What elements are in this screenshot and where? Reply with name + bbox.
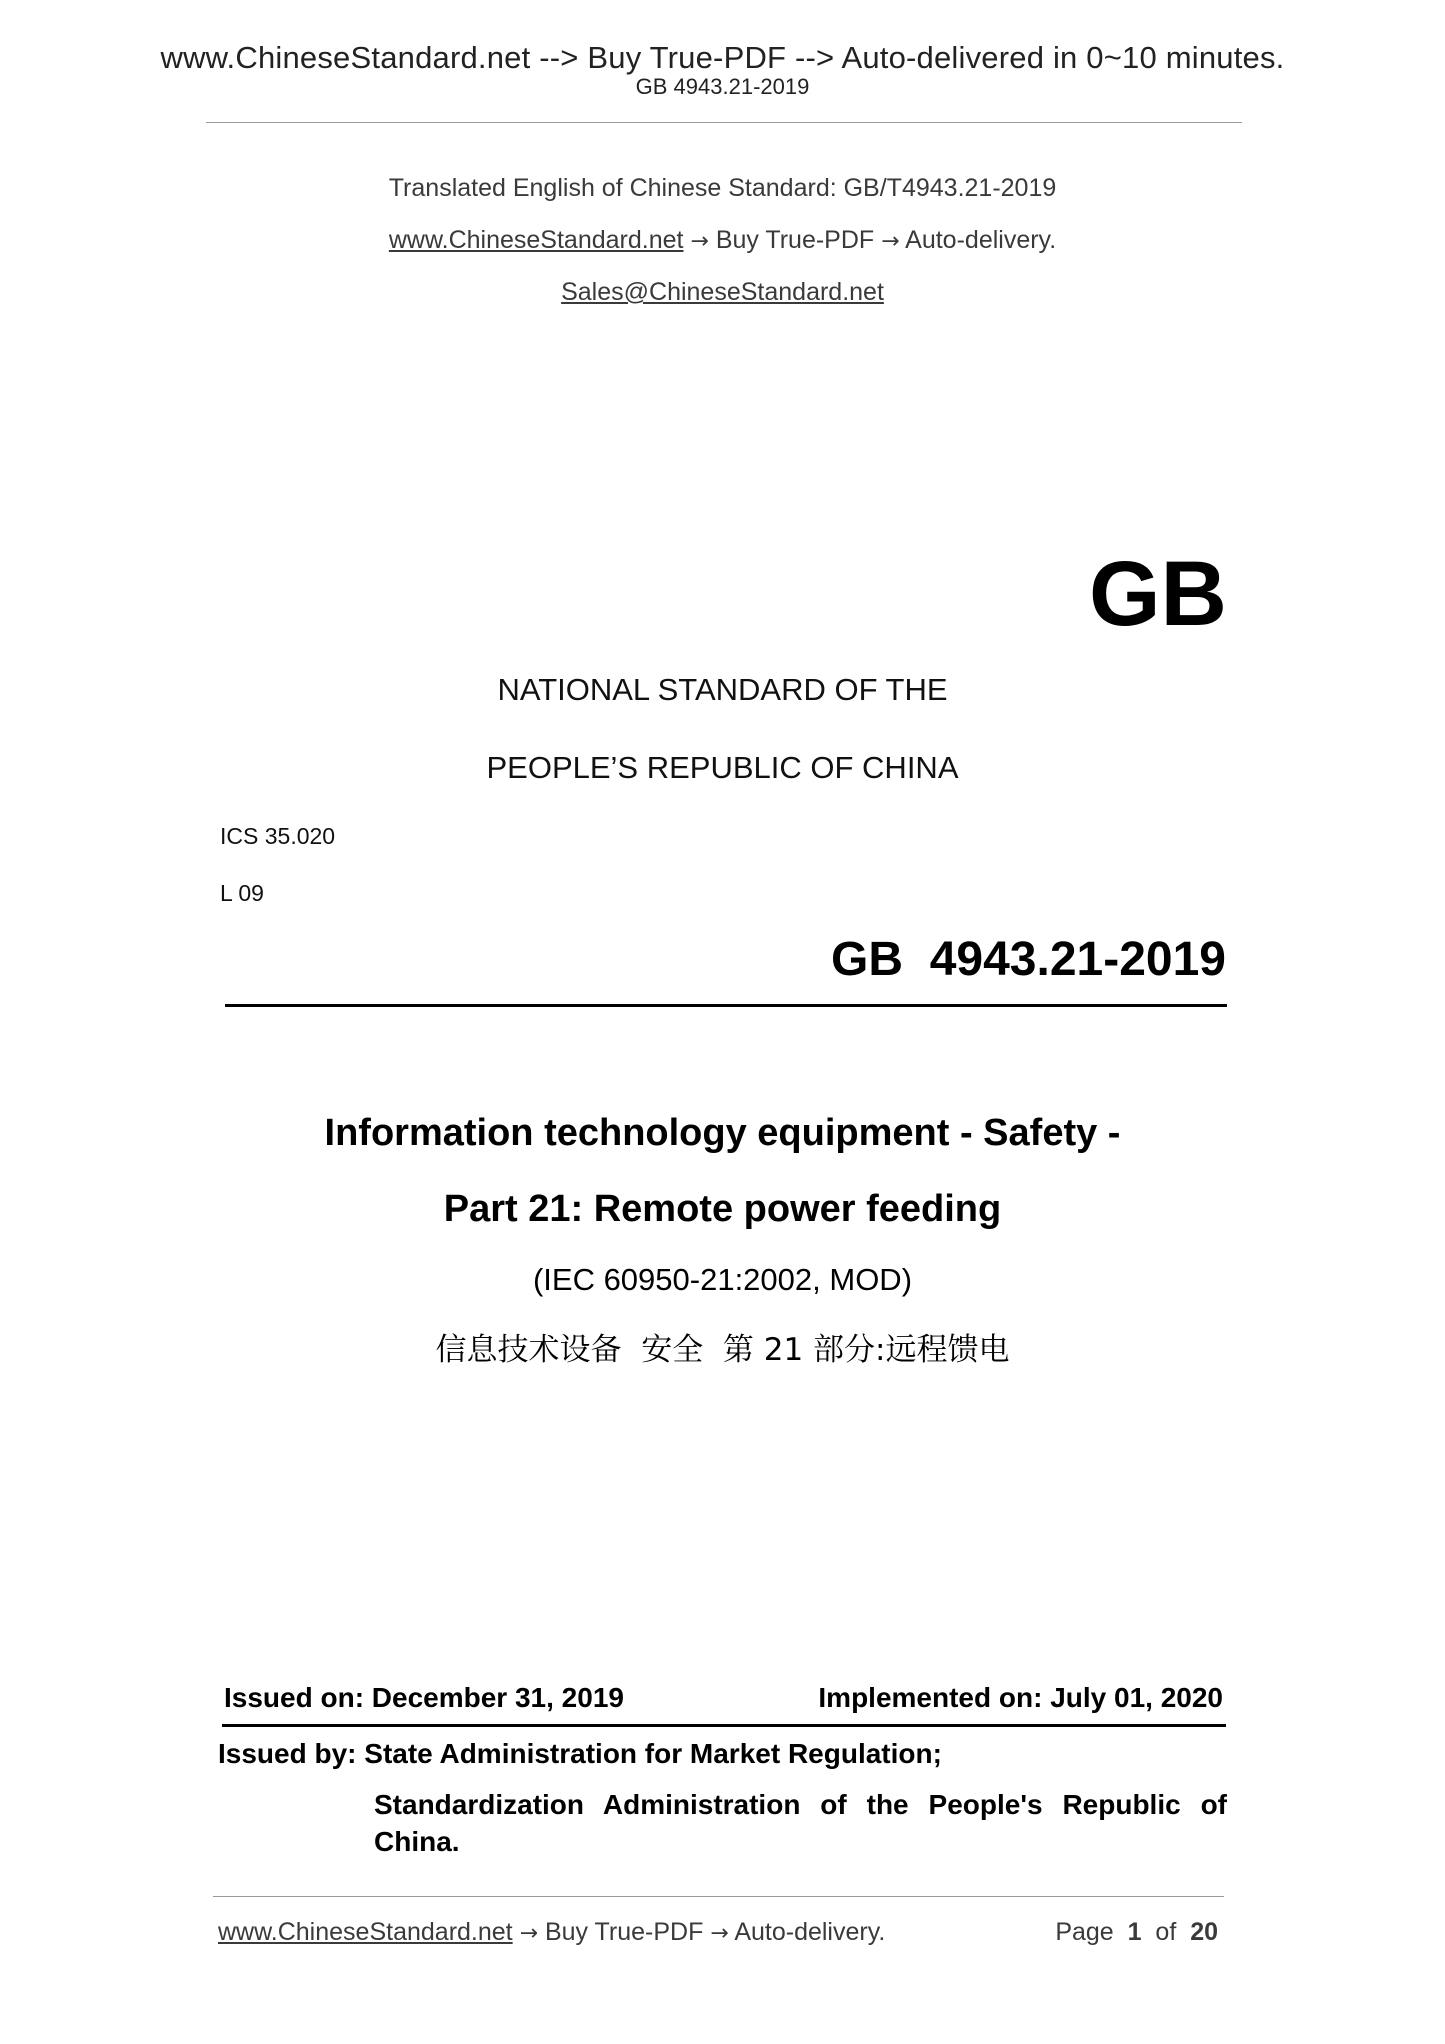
chinese-title: 信息技术设备 安全 第 21 部分:远程馈电 xyxy=(435,1332,1010,1368)
top-banner xyxy=(0,40,1445,76)
second-issuer: Standardization Administration of the People's Republic of China. xyxy=(374,1789,1227,1857)
right-arrow-icon: → xyxy=(690,229,709,254)
sales-email-link[interactable]: Sales@ChineseStandard.net xyxy=(561,278,884,306)
page-label: Page xyxy=(1055,1918,1114,1946)
right-arrow-icon: → xyxy=(710,1921,729,1946)
document-title-line2: Part 21: Remote power feeding xyxy=(443,1188,1002,1230)
footer-buy-line xyxy=(218,1918,885,1947)
national-standard-heading-line1: NATIONAL STANDARD OF THE xyxy=(497,672,948,707)
page-indicator xyxy=(1055,1918,1218,1947)
issued-by: Issued by: State Administration for Market Regulation; xyxy=(218,1738,942,1769)
buy-true-pdf-text: Buy True-PDF xyxy=(715,226,875,254)
footer-auto-delivery-text: Auto-delivery. xyxy=(734,1918,886,1946)
page-current: 1 xyxy=(1127,1918,1142,1946)
document-title-line1: Information technology equipment - Safety - xyxy=(324,1112,1121,1154)
footer-chinesestandard-link[interactable]: www.ChineseStandard.net xyxy=(218,1918,513,1946)
gb-mark: GB xyxy=(1089,543,1227,645)
buy-pdf-line xyxy=(0,226,1445,255)
footer-buy-true-pdf-text: Buy True-PDF xyxy=(544,1918,704,1946)
page-total: 20 xyxy=(1190,1918,1218,1946)
footer-divider xyxy=(213,1896,1224,1897)
sales-email-line xyxy=(0,278,1445,307)
issued-on-date: Issued on: December 31, 2019 xyxy=(224,1682,624,1713)
iec-reference: (IEC 60950-21:2002, MOD) xyxy=(532,1262,913,1297)
top-banner-text[interactable]: www.ChineseStandard.net --> Buy True-PDF --> Auto-delivered in 0~10 minutes. xyxy=(160,40,1285,75)
translated-title: Translated English of Chinese Standard: GB/T4943.21-2019 xyxy=(388,174,1057,202)
page-of-label: of xyxy=(1155,1918,1177,1946)
right-arrow-icon: → xyxy=(519,1921,539,1946)
ics-code: ICS 35.020 xyxy=(220,823,336,849)
national-standard-heading-line2: PEOPLE’S REPUBLIC OF CHINA xyxy=(486,750,959,785)
standard-number: GB 4943.21-2019 xyxy=(831,933,1226,986)
implemented-on-date: Implemented on: July 01, 2020 xyxy=(818,1682,1223,1713)
standard-number-rule xyxy=(225,1004,1227,1007)
auto-delivery-text: Auto-delivery. xyxy=(905,226,1057,254)
chinesestandard-link[interactable]: www.ChineseStandard.net xyxy=(388,226,684,254)
right-arrow-icon: → xyxy=(881,229,900,254)
running-header: GB 4943.21-2019 xyxy=(635,74,810,99)
ccs-code: L 09 xyxy=(220,880,264,906)
header-divider xyxy=(206,122,1242,123)
dates-rule xyxy=(222,1724,1226,1727)
